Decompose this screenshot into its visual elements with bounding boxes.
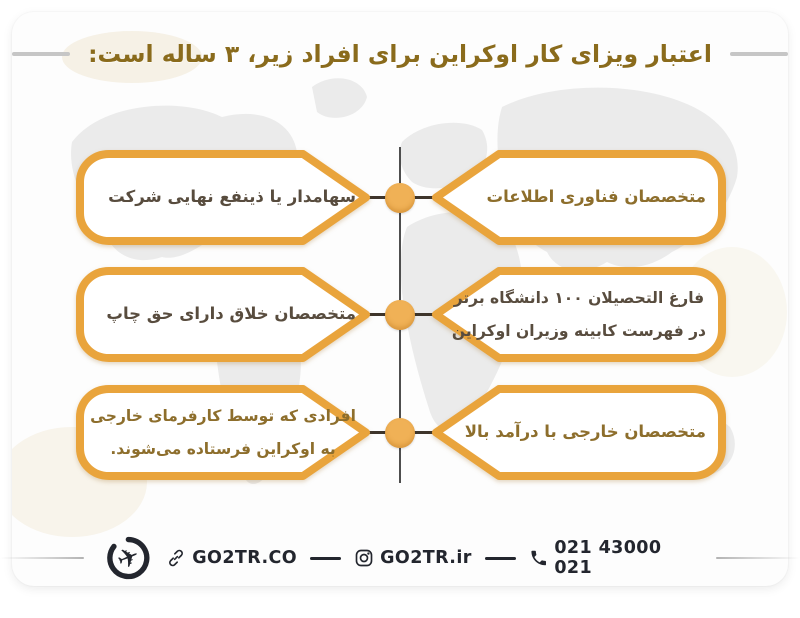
timeline-node-3	[385, 418, 415, 448]
box-it-specialists	[432, 150, 726, 245]
website-link[interactable]: GO2TR.CO	[192, 548, 298, 568]
timeline-node-1	[385, 183, 415, 213]
box-shareholder	[76, 150, 370, 245]
box-high-income	[432, 385, 726, 480]
box-line: فارغ التحصیلان ۱۰۰ دانشگاه برتر	[453, 288, 705, 307]
page-title: اعتبار ویزای کار اوکراین برای افراد زیر، ۳ ساله است:	[88, 40, 712, 68]
phone-icon	[529, 548, 548, 568]
box-line: متخصصان فناوری اطلاعات	[486, 187, 706, 207]
box-line: متخصصان خارجی با درآمد بالا	[464, 422, 706, 442]
box-line: افرادی که توسط کارفرمای خارجی	[90, 406, 356, 425]
svg-text:✈: ✈	[112, 540, 145, 577]
box-text	[106, 267, 356, 362]
box-line: متخصصان خلاق دارای حق چاپ	[106, 304, 356, 324]
box-text	[452, 267, 706, 362]
timeline-node-2	[385, 300, 415, 330]
footer-separator-dash	[485, 557, 516, 560]
title-row	[0, 36, 800, 72]
title-dash-left	[12, 52, 70, 56]
website-item	[166, 548, 297, 568]
phone-number[interactable]: 021 43000 021	[554, 538, 662, 578]
footer-separator-dash	[310, 557, 341, 560]
instagram-item	[354, 548, 472, 568]
box-line: در فهرست کابینه وزیران اوکراین	[451, 321, 706, 340]
link-icon	[166, 548, 186, 568]
box-text	[108, 150, 356, 245]
footer-edge-dash-left	[0, 557, 84, 560]
box-text	[465, 385, 706, 480]
title-dash-right	[730, 52, 788, 56]
instagram-handle[interactable]: GO2TR.ir	[380, 548, 472, 568]
box-sent-by-employer	[76, 385, 370, 480]
box-line: سهامدار یا ذینفع نهایی شرکت	[108, 187, 356, 207]
footer	[0, 530, 800, 586]
box-text	[90, 385, 356, 480]
box-line: به اوکراین فرستاده می‌شوند.	[110, 439, 336, 458]
go2tr-logo	[105, 534, 152, 582]
phone-item	[529, 538, 701, 578]
box-creative-copyright	[76, 267, 370, 362]
box-top-graduates	[432, 267, 726, 362]
box-text	[486, 150, 706, 245]
instagram-icon	[354, 548, 374, 568]
footer-edge-dash-right	[716, 557, 800, 560]
